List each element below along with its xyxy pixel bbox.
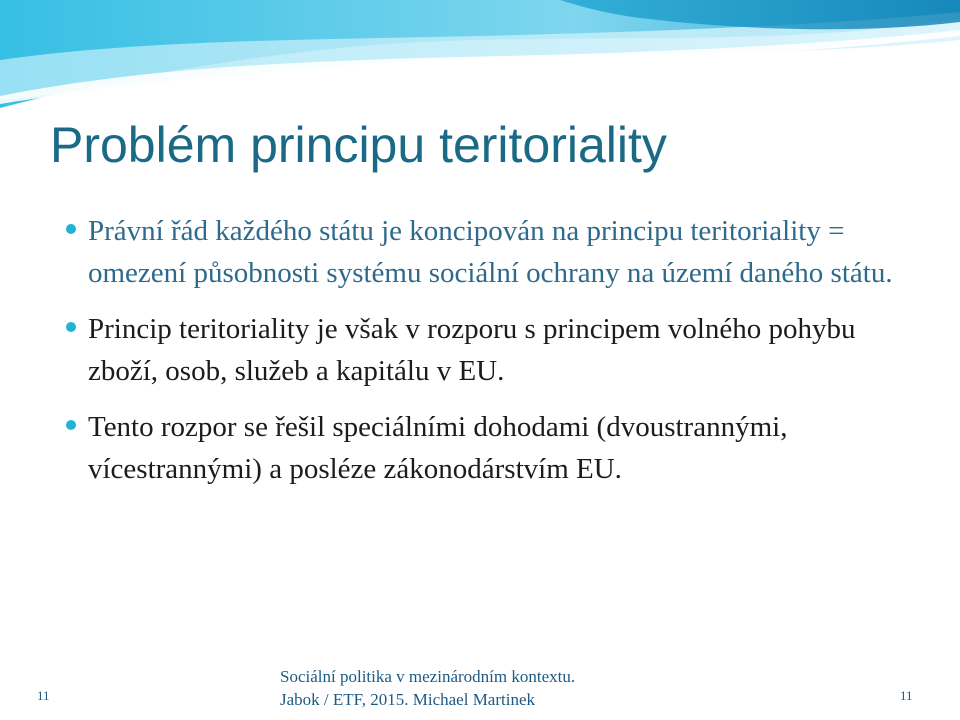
bullet-list xyxy=(66,210,916,504)
footer-caption xyxy=(280,665,700,711)
footer-course-line: Sociální politika v mezinárodním kontextu. xyxy=(280,667,576,686)
footer-author-line: Jabok / ETF, 2015. Michael Martinek xyxy=(280,690,536,709)
bullet-dot-icon xyxy=(66,322,76,332)
bullet-item xyxy=(66,406,916,490)
bullet-text: Právní řád každého státu je koncipován na principu teritoriality = omezení působnosti systému sociální ochrany na území daného státu. xyxy=(88,215,893,289)
header-wave-decoration xyxy=(0,0,960,120)
bullet-dot-icon xyxy=(66,420,76,430)
page-number-left: 11 xyxy=(37,688,50,703)
bullet-text: Tento rozpor se řešil speciálními dohodami (dvoustrannými, vícestrannými) a posléze zákonodárstvím EU. xyxy=(88,411,788,485)
bullet-item xyxy=(66,308,916,392)
slide-title: Problém principu teritoriality xyxy=(50,117,667,173)
bullet-dot-icon xyxy=(66,224,76,234)
bullet-item xyxy=(66,210,916,294)
bullet-text: Princip teritoriality je však v rozporu s principem volného pohybu zboží, osob, služeb a kapitálu v EU. xyxy=(88,313,856,387)
page-number-right: 11 xyxy=(900,688,913,703)
